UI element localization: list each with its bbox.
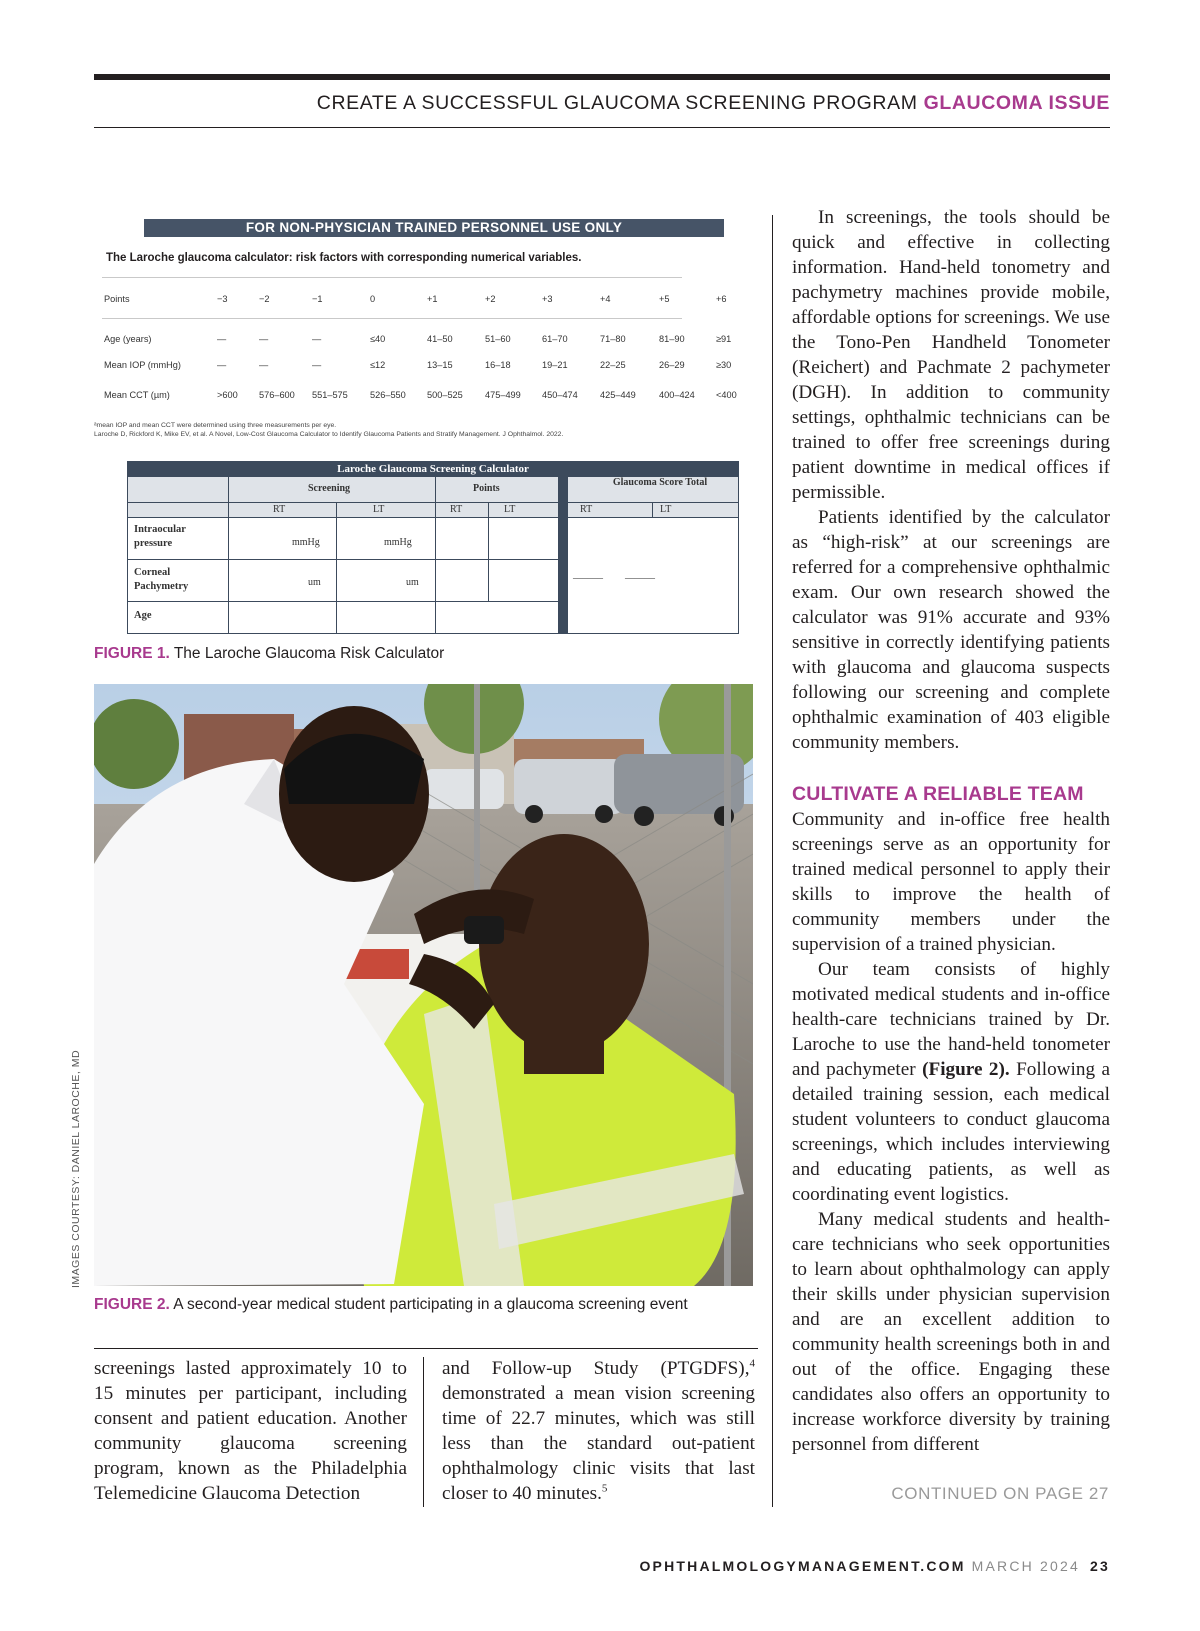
header-title: CREATE A SUCCESSFUL GLAUCOMA SCREENING PROGRAM [316,92,918,114]
header-issue: GLAUCOMA ISSUE [923,92,1110,114]
risk-cell: 61–70 [542,334,568,344]
risk-cell: 71–80 [600,334,626,344]
risk-table-rule [102,318,682,319]
risk-cell: 400–424 [659,390,695,400]
footer [94,1558,1110,1574]
risk-cell: — [312,360,322,370]
figure-2-photo [94,684,753,1286]
continued-note: CONTINUED ON PAGE 27 [891,1484,1109,1503]
risk-cell: −2 [259,294,270,304]
risk-cell: >600 [217,390,238,400]
risk-cell: −1 [312,294,323,304]
column-rule-right [772,215,773,1507]
row-age: Age [134,610,152,621]
page-number: 23 [1090,1558,1110,1574]
risk-cell: 0 [370,294,376,304]
figure-1 [94,215,764,635]
risk-row-label: Mean IOP (mmHg) [104,360,181,370]
risk-table-title: The Laroche glaucoma calculator: risk factors with corresponding numerical variables. [106,252,582,264]
risk-cell: ≤40 [370,334,386,344]
paragraph-students: Many medical students and health-care technicians who seek opportunities to learn about ophthalmology can apply their skills under physician supervision and are an excellent addition to community health screenings both in and out of the office. Engaging these candidates also offers an opportunity to increase workforce diversity by training personnel from different [792,1209,1110,1455]
paragraph-community: Community and in-office free health screenings serve as an opportunity for trained medical personnel to apply their skills to improve the health of community members under the supervision of a trained physician. [792,809,1110,955]
figure-2-caption: FIGURE 2. A second-year medical student participating in a glaucoma screening event [94,1296,688,1313]
running-header [94,92,1110,115]
risk-cell: 425–449 [600,390,636,400]
figure-1-banner: FOR NON-PHYSICIAN TRAINED PERSONNEL USE ONLY [144,219,724,237]
risk-cell: +4 [600,294,611,304]
footer-date: MARCH 2024 [971,1558,1081,1574]
risk-cell: 26–29 [659,360,685,370]
risk-cell: ≥30 [716,360,732,370]
figure-1-caption: FIGURE 1. The Laroche Glaucoma Risk Calculator [94,645,445,662]
footnote-2: Laroche D, Rickford K, Mike EV, et al. A Novel, Low-Cost Glaucoma Calculator to Identify Glaucoma Patients and Stratify Management. J Ophthalmol. 2022. [94,431,564,438]
risk-cell: +5 [659,294,670,304]
paragraph-team: Our team consists of highly motivated medical students and in-office health-care technicians trained by Dr. Laroche to use the hand-held tonometer and pachymeter (Figure 2). Following a detailed training session, each medical student volunteers to conduct glaucoma screenings, which includes interviewing and educating patients, as well as coordinating event logistics. [792,959,1110,1205]
column-rule-left [423,1357,424,1507]
risk-cell: 450–474 [542,390,578,400]
risk-row-label: Points [104,294,130,304]
body-column-middle: and Follow-up Study (PTGDFS),$^4$ demonstrated a mean vision screening time of 22.7 minutes, which was still less than the standard out-patient ophthalmology clinic visits that last closer to 40 minutes.$^5$ [442,1357,755,1504]
body-column-right [792,205,1110,1457]
risk-cell: 81–90 [659,334,685,344]
subhead-team: CULTIVATE A RELIABLE TEAM [792,783,1084,805]
risk-row-label: Age (years) [104,334,152,344]
risk-cell: ≤12 [370,360,386,370]
risk-cell: — [312,334,322,344]
risk-table-rule [102,277,682,278]
col-points: Points [473,483,500,494]
risk-cell: +6 [716,294,727,304]
header-rule [94,127,1110,128]
risk-cell: 19–21 [542,360,568,370]
footer-site: OPHTHALMOLOGYMANAGEMENT.COM [639,1558,966,1574]
risk-cell: +1 [427,294,438,304]
risk-cell: 576–600 [259,390,295,400]
body-column-left: screenings lasted approximately 10 to 15 minutes per participant, including consent and patient education. Another community glaucoma screening program, known as the Philadelphia Telemedicine Glaucoma Detection [94,1358,407,1504]
top-rule [94,74,1110,80]
risk-cell: +3 [542,294,553,304]
image-credit: IMAGES COURTESY: DANIEL LAROCHE, MD [70,1049,82,1288]
risk-cell: — [259,334,269,344]
risk-cell: 500–525 [427,390,463,400]
paragraph-high-risk: Patients identified by the calculator as “high-risk” at our screenings are referred for a comprehensive ophthalmic exam. Our own research showed the calculator was 91% accurate and 93% sensitive in correctly identifying patients with glaucoma and glaucoma suspects following our screening and complete ophthalmic examination of 403 eligible community members. [792,507,1110,753]
risk-cell: — [259,360,269,370]
col-screening: Screening [308,483,351,494]
risk-cell: 16–18 [485,360,511,370]
risk-cell: 475–499 [485,390,521,400]
footnote-1: ᵃmean IOP and mean CCT were determined using three measurements per eye. [94,422,337,429]
risk-cell: <400 [716,390,737,400]
risk-cell: 526–550 [370,390,406,400]
risk-cell: 551–575 [312,390,348,400]
row-corneal-pachymetry: Corneal Pachymetry [134,567,189,592]
risk-cell: 51–60 [485,334,511,344]
risk-cell: 13–15 [427,360,453,370]
caption-rule [94,1348,758,1349]
risk-cell: 22–25 [600,360,626,370]
risk-cell: ≥91 [716,334,732,344]
risk-cell: −3 [217,294,228,304]
risk-cell: +2 [485,294,496,304]
risk-row-label: Mean CCT (µm) [104,390,170,400]
paragraph-tools: In screenings, the tools should be quick and effective in collecting information. Hand-held tonometry and pachymetry machines provide mobile, affordable options for screenings. We use the Tono-Pen Handheld Tonometer (Reichert) and Pachmate 2 pachymeter (DGH). In addition to community settings, ophthalmic technicians can be trained to offer free screenings during patient downtime in medical offices if permissible. [792,207,1110,503]
risk-cell: — [217,360,227,370]
calculator-title: Laroche Glaucoma Screening Calculator [128,462,738,477]
screening-calculator: Laroche Glaucoma Screening Calculator Screening Points Glaucoma Score Total RT LT RT LT RT LT Intraocular pressure Corneal Pachymetry Age mmHg mmHg um um ______ ______ [127,461,739,634]
risk-cell: — [217,334,227,344]
row-intraocular-pressure: Intraocular pressure [134,524,186,549]
col-score-total: Glaucoma Score Total [612,477,708,488]
risk-cell: 41–50 [427,334,453,344]
